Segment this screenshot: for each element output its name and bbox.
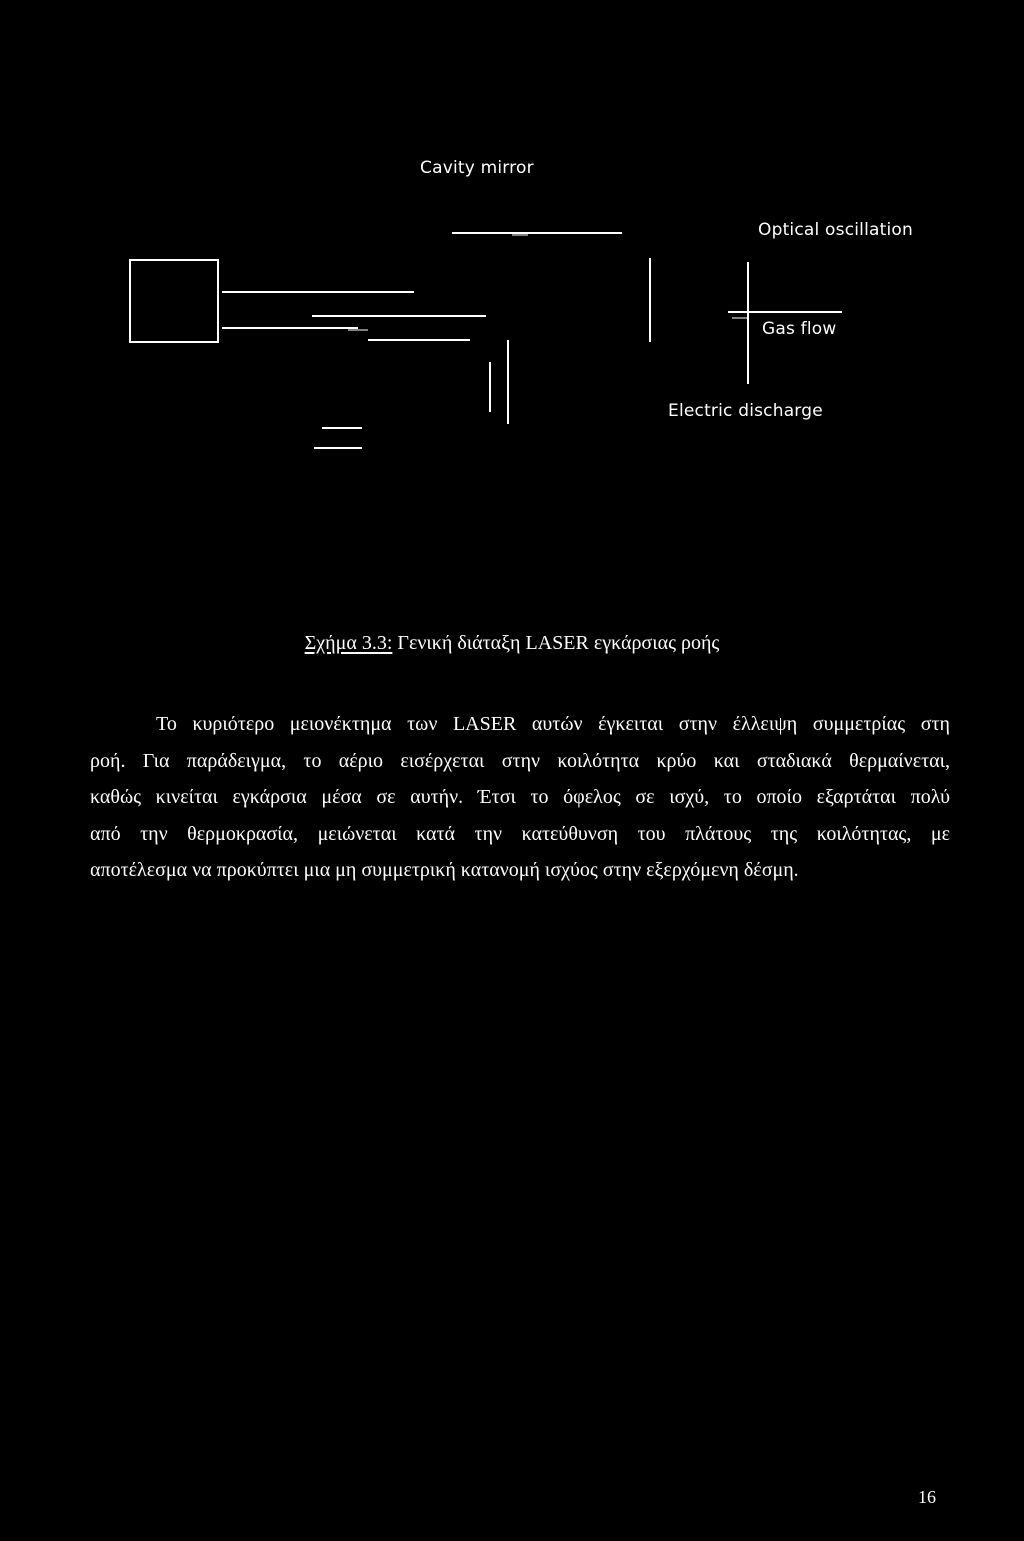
figure-title: Γενική διάταξη LASER εγκάρσιας ροής [397,632,720,654]
optical-oscillation-label: Optical oscillation [758,220,914,240]
paragraph-line: Το κυριότερο μειονέκτημα των LASER αυτών έγκειται στην έλλειψη συμμετρίας στη [156,713,950,735]
figure-number: Σχήμα 3.3: [304,632,393,654]
cavity-mirror-label: Cavity mirror [420,158,534,178]
paragraph-line: ροή. Για παράδειγμα, το αέριο εισέρχεται στην κοιλότητα κρύο και σταδιακά θερμαίνεται, [90,749,950,772]
gas-flow-label: Gas flow [762,319,837,339]
paragraph-line: αποτέλεσμα να προκύπτει μια μη συμμετρική κατανομή ισχύος στην εξερχόμενη δέσμη. [90,859,799,882]
laser-diagram [0,0,1024,470]
body-paragraph [90,706,950,889]
paragraph-line: από την θερμοκρασία, μειώνεται κατά την κατεύθυνση του πλάτους της κοιλότητας, με [90,822,950,845]
figure-caption [0,632,1024,655]
mirror-box [130,260,218,342]
electric-discharge-label: Electric discharge [668,401,823,421]
paragraph-line: καθώς κινείται εγκάρσια μέσα σε αυτήν. Έτσι το όφελος σε ισχύ, το οποίο εξαρτάται πολύ [90,786,950,809]
page-number: 16 [918,1487,936,1507]
